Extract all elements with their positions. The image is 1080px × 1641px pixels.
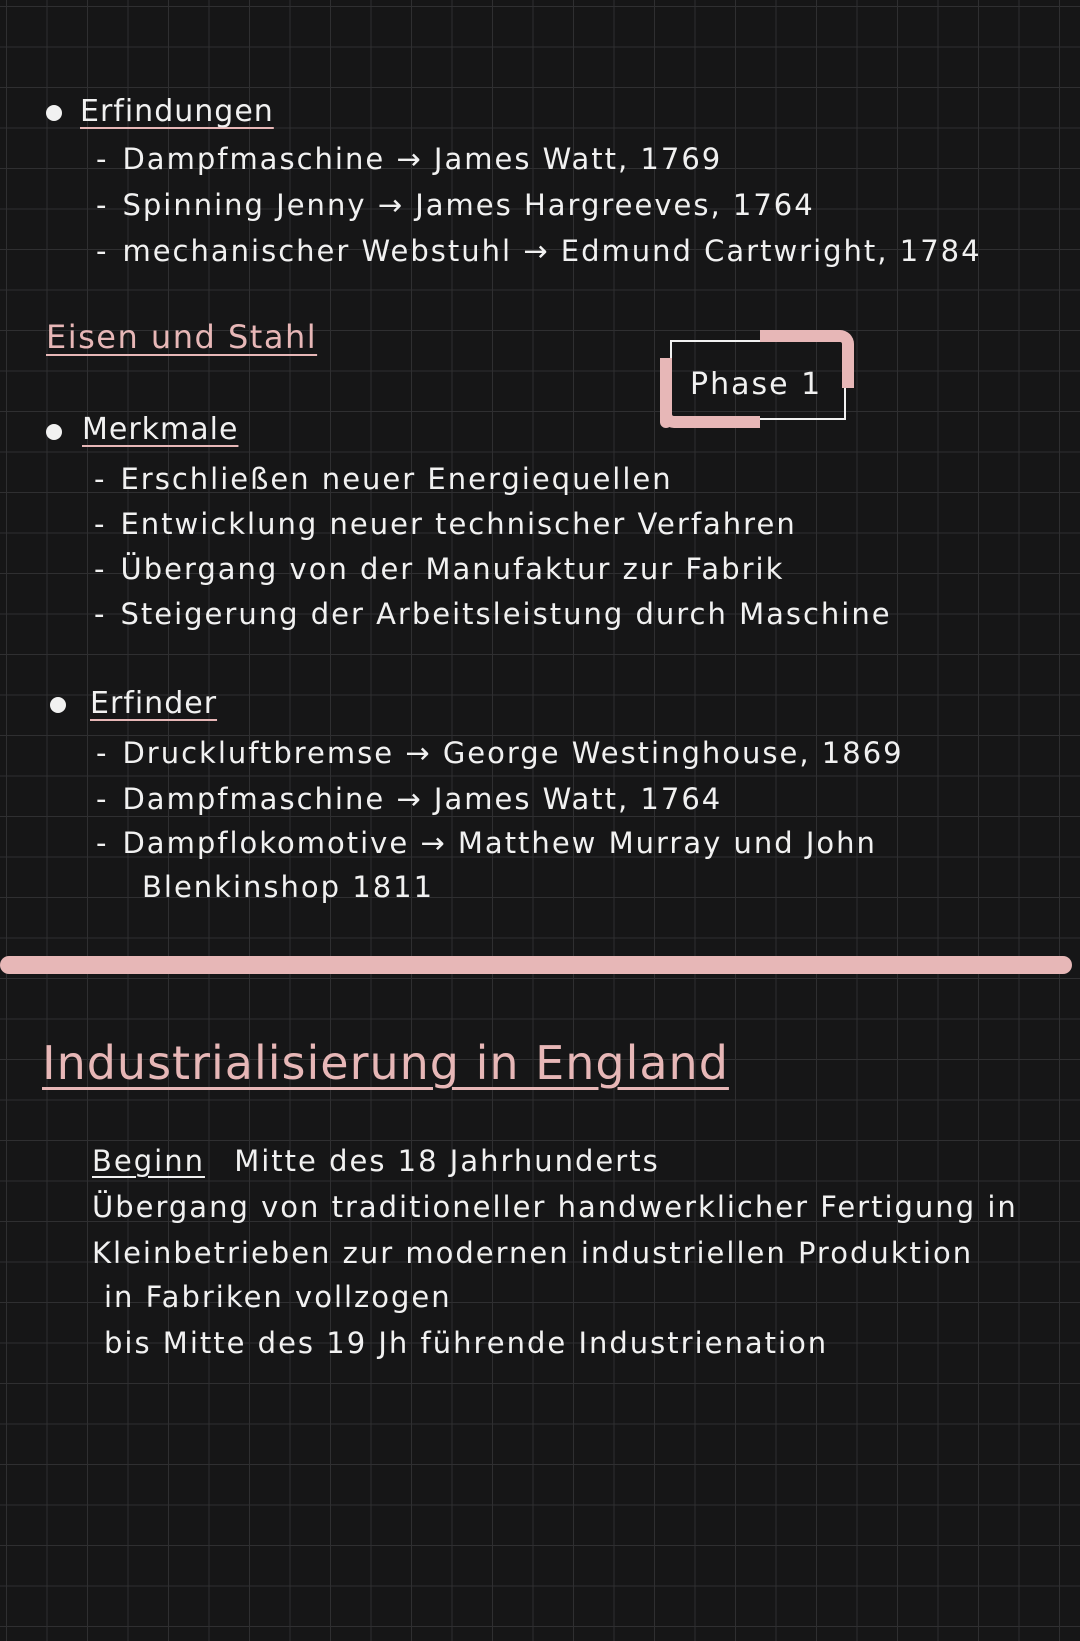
list-item-text: Erschließen neuer Energiequellen — [120, 462, 673, 496]
list-item — [96, 736, 904, 770]
list-item-text: Dampfmaschine → James Watt, 1764 — [122, 782, 723, 816]
bullet-icon — [46, 424, 62, 440]
dash-icon: - — [96, 142, 109, 176]
list-item-text: Dampflokomotive → Matthew Murray und John — [122, 826, 877, 860]
section-divider — [0, 956, 1072, 974]
list-item-text: Steigerung der Arbeitsleistung durch Maschine — [120, 597, 892, 631]
text-line: Kleinbetrieben zur modernen industriellen Produktion — [92, 1236, 974, 1270]
list-item — [94, 552, 784, 586]
dash-icon: - — [96, 188, 109, 222]
text-line: Übergang von traditioneller handwerklicher Fertigung in — [92, 1190, 1018, 1224]
text-line: bis Mitte des 19 Jh führende Industrienation — [104, 1326, 829, 1360]
list-item — [94, 462, 673, 496]
list-item-text: Spinning Jenny → James Hargreeves, 1764 — [122, 188, 815, 222]
erfinder-heading: Erfinder — [90, 686, 218, 721]
list-item-text: mechanischer Webstuhl → Edmund Cartwright, 1784 — [122, 234, 982, 268]
list-item — [96, 782, 722, 816]
list-item-text: Entwicklung neuer technischer Verfahren — [120, 507, 797, 541]
dash-icon: - — [96, 826, 109, 860]
text-line-content: Mitte des 18 Jahrhunderts — [234, 1144, 660, 1178]
dash-icon: - — [96, 234, 109, 268]
bullet-icon — [50, 697, 66, 713]
list-item — [96, 234, 982, 268]
phase-label: Phase 1 — [690, 367, 823, 402]
list-item — [96, 142, 722, 176]
merkmale-heading: Merkmale — [82, 412, 239, 447]
erfindungen-heading: Erfindungen — [80, 94, 274, 129]
list-item-text: Dampfmaschine → James Watt, 1769 — [122, 142, 723, 176]
dash-icon: - — [94, 552, 107, 586]
list-item-text: Druckluftbremse → George Westinghouse, 1869 — [122, 736, 904, 770]
list-item-text: Übergang von der Manufaktur zur Fabrik — [120, 552, 785, 586]
section-title-eisen-und-stahl: Eisen und Stahl — [46, 318, 318, 356]
section-title-industrialisierung: Industrialisierung in England — [42, 1036, 729, 1090]
list-item-continuation: Blenkinshop 1811 — [142, 870, 435, 904]
list-item — [96, 188, 815, 222]
text-line — [92, 1144, 660, 1178]
dash-icon: - — [96, 736, 109, 770]
text-line: in Fabriken vollzogen — [104, 1280, 452, 1314]
list-item — [94, 507, 797, 541]
dash-icon: - — [94, 462, 107, 496]
dash-icon: - — [94, 507, 107, 541]
beginn-label: Beginn — [92, 1144, 205, 1178]
dash-icon: - — [94, 597, 107, 631]
list-item — [96, 826, 877, 860]
list-item — [94, 597, 892, 631]
bullet-icon — [46, 105, 62, 121]
dash-icon: - — [96, 782, 109, 816]
